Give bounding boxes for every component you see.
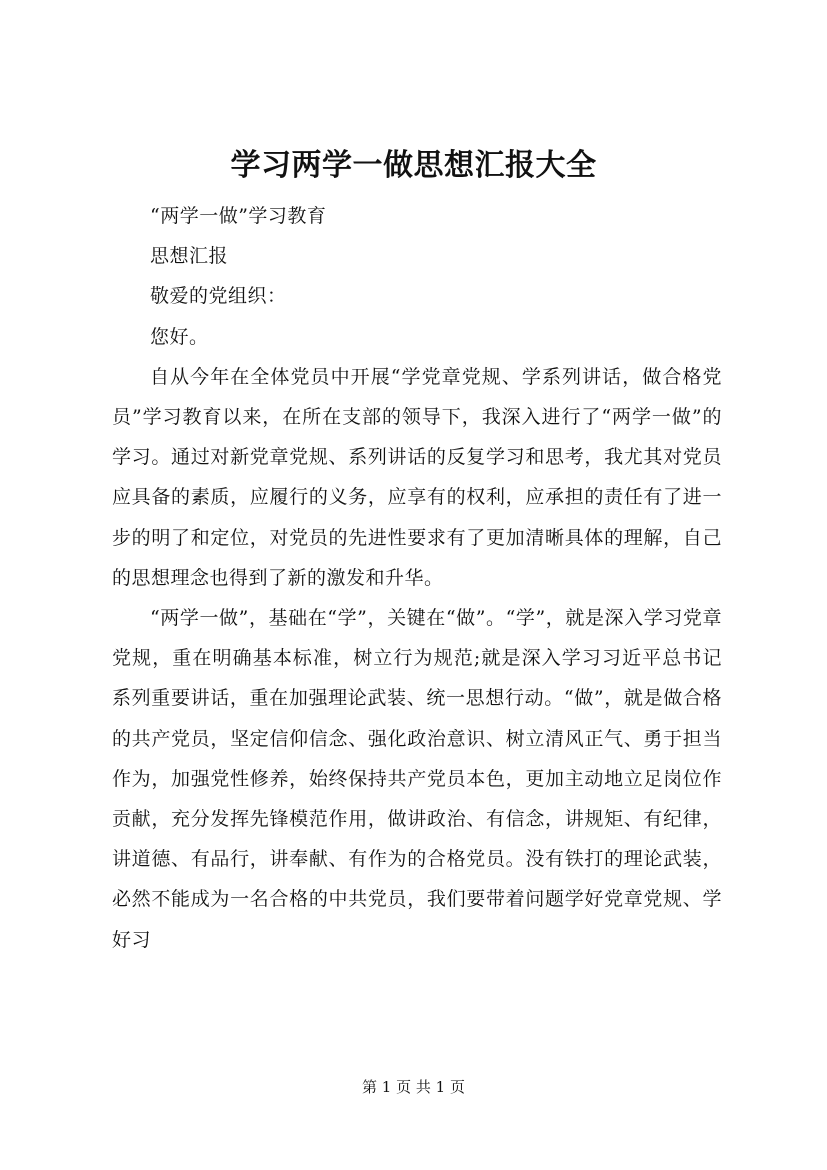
paragraph-body-2: “两学一做”，基础在“学”，关键在“做”。“学”，就是深入学习党章党规，重在明确基本标准，树立行为规范;就是深入学习习近平总书记系列重要讲话，重在加强理论武装、统一思想行动。“做”，就是做合格的共产党员，坚定信仰信念、强化政治意识、树立清风正气、勇于担当作为，加强党性修养，始终保持共产党员本色，更加主动地立足岗位作贡献，充分发挥先锋模范作用，做讲政治、有信念，讲规矩、有纪律，讲道德、有品行，讲奉献、有作为的合格党员。没有铁打的理论武装，必然不能成为一名合格的中共党员，我们要带着问题学好党章党规、学好习 (112, 607, 722, 951)
document-title: 学习两学一做思想汇报大全 (230, 148, 597, 183)
paragraph-study-education: “两学一做”学习教育 (150, 205, 327, 227)
paragraph-salutation: 敬爱的党组织： (150, 285, 287, 308)
page-footer: 第 1 页 共 1 页 (362, 1078, 465, 1096)
paragraph-body-1: 自从今年在全体党员中开展“学党章党规、学系列讲话，做合格党员”学习教育以来，在所在支部的领导下，我深入进行了“两学一做”的学习。通过对新党章党规、系列讲话的反复学习和思考，我尤其对党员应具备的素质，应履行的义务，应享有的权利，应承担的责任有了进一步的明了和定位，对党员的先进性要求有了更加清晰具体的理解，自己的思想理念也得到了新的激发和升华。 (112, 365, 722, 589)
paragraph-thought-report: 思想汇报 (150, 245, 229, 268)
document-body (112, 196, 722, 960)
paragraph-greeting: 您好。 (150, 325, 209, 348)
